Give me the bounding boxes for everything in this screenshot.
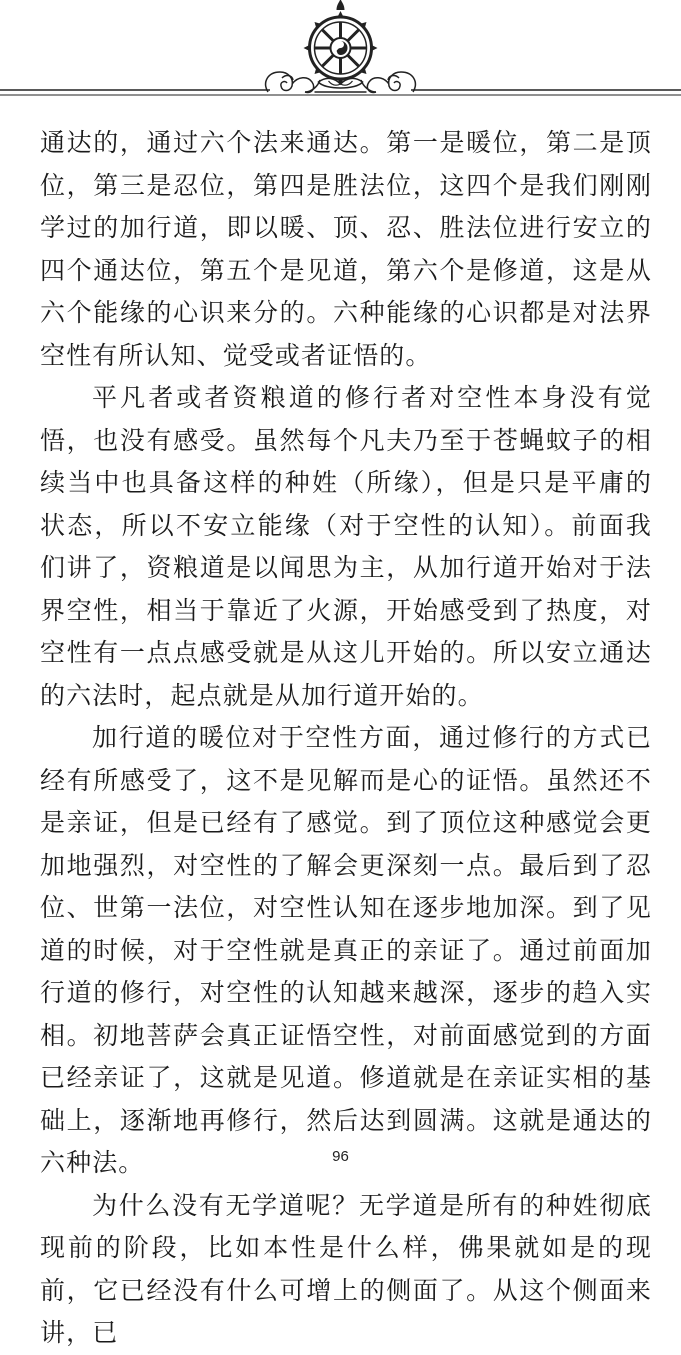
paragraph: 为什么没有无学道呢？无学道是所有的种姓彻底现前的阶段，比如本性是什么样，佛果就如是的现前，它已经没有什么可增上的侧面了。从这个侧面来讲，已 [40, 1190, 652, 1347]
left-cloud-icon [266, 72, 320, 92]
header-ornament [0, 0, 681, 110]
right-cloud-icon [361, 72, 415, 92]
page-number: 96 [332, 1148, 349, 1165]
paragraph: 加行道的暖位对于空性方面，通过修行的方式已经有所感受了，这不是见解而是心的证悟。虽然还不是亲证，但是已经有了感觉。到了顶位这种感觉会更加地强烈，对空性的了解会更深刻一点。最后到了忍位、世第一法位，对空性认知在逐步地加深。到了见道的时候，对于空性就是真正的亲证了。通过前面加行道的修行，对空性的认知越来越深，逐步的趋入实相。初地菩萨会真正证悟空性，对前面感觉到的方面已经亲证了，这就是见道。修道就是在亲证实相的基础上，逐渐地再修行，然后达到圆满。这就是通达的六种法。 [40, 723, 652, 1177]
page-header [0, 0, 681, 110]
paragraph: 平凡者或者资粮道的修行者对空性本身没有觉悟，也没有感受。虽然每个凡夫乃至于苍蝇蚊子的相续当中也具备这样的种姓（所缘），但是只是平庸的状态，所以不安立能缘（对于空性的认知）。前面我们讲了，资粮道是以闻思为主，从加行道开始对于法界空性，相当于靠近了火源，开始感受到了热度，对空性有一点点感受就是从这儿开始的。所以安立通达的六法时，起点就是从加行道开始的。 [40, 383, 652, 710]
main-text [40, 122, 652, 1355]
dharma-wheel-icon [304, 0, 378, 92]
paragraph: 通达的，通过六个法来通达。第一是暖位，第二是顶位，第三是忍位，第四是胜法位，这四个是我们刚刚学过的加行道，即以暖、顶、忍、胜法位进行安立的四个通达位，第五个是见道，第六个是修道，这是从六个能缘的心识来分的。六种能缘的心识都是对法界空性有所认知、觉受或者证悟的。 [40, 128, 652, 370]
